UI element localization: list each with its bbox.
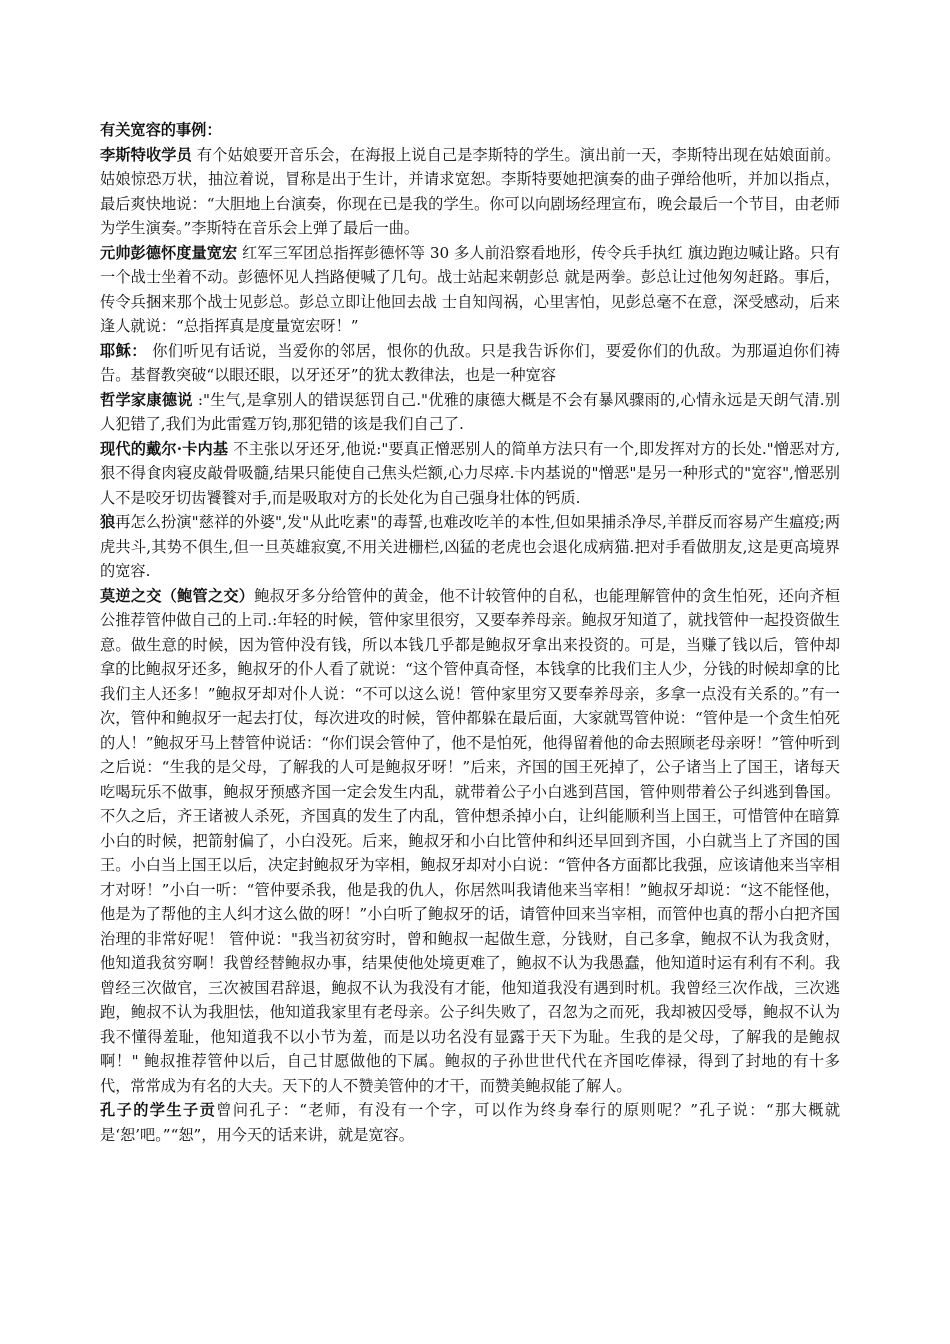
- document-body: [100, 118, 840, 1147]
- paragraph-liszt: [100, 143, 840, 241]
- paragraph-lead: 耶稣：: [100, 341, 147, 360]
- document-heading: 有关宽容的事例：: [100, 121, 222, 139]
- paragraph-wolf: [100, 510, 840, 584]
- paragraph-guan-bao: [100, 584, 840, 1099]
- paragraph-lead: 莫逆之交（鲍管之交）: [100, 586, 255, 605]
- paragraph-text: :"生气,是拿别人的错误惩罚自己."优雅的康德大概是不会有暴风骤雨的,心情永远是天朗气清.别人犯错了,我们为此雷霆万钧,那犯错的该是我们自己了.: [100, 390, 841, 433]
- paragraph-lead: 李斯特收学员: [100, 145, 192, 164]
- paragraph-text: 红军三军团总指挥彭德怀等 30 多人前沿察看地形，传令兵手执红 旗边跑边喊让路。只有一个战士坐着不动。彭德怀见人挡路便喊了几句。战士站起来朝彭总 就是两拳。彭总让过他匆匆赶路。事后，传令兵捆来那个战士见彭总。彭总立即让他回去战 士自知闯祸，心里害怕，见彭总毫不在意，深受感动，后来逢人就说：“总指挥真是度量宽宏呀！”: [100, 243, 841, 335]
- paragraph-text: 再怎么扮演"慈祥的外婆",发"从此吃素"的毒誓,也难改吃羊的本性,但如果捕杀净尽,羊群反而容易产生瘟疫;两虎共斗,其势不俱生,但一旦英雄寂寞,不用关进栅栏,凶猛的老虎也会退化成病猫.把对手看做朋友,这是更高境界的宽容.: [100, 513, 841, 580]
- paragraph-text: 鲍叔牙多分给管仲的黄金，他不计较管仲的自私，也能理解管仲的贪生怕死，还向齐桓公推荐管仲做自己的上司.:年轻的时候，管仲家里很穷，又要奉养母亲。鲍叔牙知道了，就找管仲一起投资做生意。做生意的时候，因为管仲没有钱，所以本钱几乎都是鲍叔牙拿出来投资的。可是，当赚了钱以后，管仲却拿的比鲍叔牙还多，鲍叔牙的仆人看了就说：“这个管仲真奇怪，本钱拿的比我们主人少，分钱的时候却拿的比我们主人还多！”鲍叔牙却对仆人说：“不可以这么说！管仲家里穷又要奉养母亲，多拿一点没有关系的。”有一次，管仲和鲍叔牙一起去打仗，每次进攻的时候，管仲都躲在最后面，大家就骂管仲说：“管仲是一个贪生怕死的人！”鲍叔牙马上替管仲说话：“你们误会管仲了，他不是怕死，他得留着他的命去照顾老母亲呀！”管仲听到之后说：“生我的是父母，了解我的人可是鲍叔牙呀！”后来，齐国的国王死掉了，公子诸当上了国王，诸每天吃喝玩乐不做事，鲍叔牙预感齐国一定会发生内乱，就带着公子小白逃到莒国，管仲则带着公子纠逃到鲁国。 不久之后，齐王诸被人杀死，齐国真的发生了内乱，管仲想杀掉小白，让纠能顺利当上国王，可惜管仲在暗算小白的时候，把箭射偏了，小白没死。后来，鲍叔牙和小白比管仲和纠还早回到齐国，小白就当上了齐国的国王。小白当上国王以后，决定封鲍叔牙为宰相，鲍叔牙却对小白说：“管仲各方面都比我强，应该请他来当宰相才对呀！”小白一听：“管仲要杀我，他是我的仇人，你居然叫我请他来当宰相！”鲍叔牙却说：“这不能怪他，他是为了帮他的主人纠才这么做的呀！”小白听了鲍叔牙的话，请管仲回来当宰相，而管仲也真的帮小白把齐国治理的非常好呢！ 管仲说："我当初贫穷时，曾和鲍叔一起做生意，分钱财，自己多拿，鲍叔不认为我贪财，他知道我贫穷啊！我曾经替鲍叔办事，结果使他处境更难了，鲍叔不认为我愚蠢，他知道时运有利有不利。我曾经三次做官，三次被国君辞退，鲍叔不认为我没有才能，他知道我没有遇到时机。我曾经三次作战，三次逃跑，鲍叔不认为我胆怯，他知道我家里有老母亲。公子纠失败了，召忽为之而死，我却被囚受辱，鲍叔不认为我不懂得羞耻，他知道我不以小节为羞，而是以功名没有显露于天下为耻。生我的是父母，了解我的是鲍叔啊！" 鲍叔推荐管仲以后，自己甘愿做他的下属。鲍叔的子孙世世代代在齐国吃俸禄，得到了封地的有十多代，常常成为有名的大夫。天下的人不赞美管仲的才干，而赞美鲍叔能了解人。: [100, 586, 841, 1095]
- paragraph-lead: 孔子的学生子贡: [100, 1101, 217, 1119]
- paragraph-lead: 狼: [100, 513, 116, 531]
- paragraph-text: 曾问孔子：“老师，有没有一个字，可以作为终身奉行的原则呢？”孔子说：“那大概就是‘恕’吧。”“恕”，用今天的话来讲，就是宽容。: [100, 1101, 841, 1144]
- paragraph-carnegie: [100, 437, 840, 511]
- paragraph-lead: 现代的戴尔·卡内基: [100, 439, 229, 458]
- paragraph-zigong: [100, 1098, 840, 1147]
- paragraph-text: 有个姑娘要开音乐会，在海报上说自己是李斯特的学生。演出前一天，李斯特出现在姑娘面前。姑娘惊恐万状，抽泣着说，冒称是出于生计，并请求宽恕。李斯特要她把演奏的曲子弹给他听，并加以指点，最后爽快地说：“大胆地上台演奏，你现在已是我的学生。你可以向剧场经理宣布，晚会最后一个节目，由老师为学生演奏。”李斯特在音乐会上弹了最后一曲。: [100, 145, 841, 237]
- paragraph-text: 不主张以牙还牙,他说:"要真正憎恶别人的简单方法只有一个,即发挥对方的长处."憎恶对方,狠不得食肉寝皮敲骨吸髓,结果只能使自己焦头烂额,心力尽瘁.卡内基说的"憎恶"是另一种形式的"宽容",憎恶别人不是咬牙切齿饕餮对手,而是吸取对方的长处化为自己强身壮体的钙质.: [100, 439, 840, 507]
- paragraph-lead: 哲学家康德说: [100, 390, 193, 409]
- paragraph-text: 你们听见有话说，当爱你的邻居，恨你的仇敌。只是我告诉你们，要爱你们的仇敌。为那逼迫你们祷告。基督教突破“以眼还眼，以牙还牙”的犹太教律法，也是一种宽容: [100, 341, 841, 384]
- paragraph-lead: 元帅彭德怀度量宽宏: [100, 243, 238, 262]
- paragraph-peng-dehuai: [100, 241, 840, 339]
- paragraph-kant: [100, 388, 840, 437]
- paragraph-jesus: [100, 339, 840, 388]
